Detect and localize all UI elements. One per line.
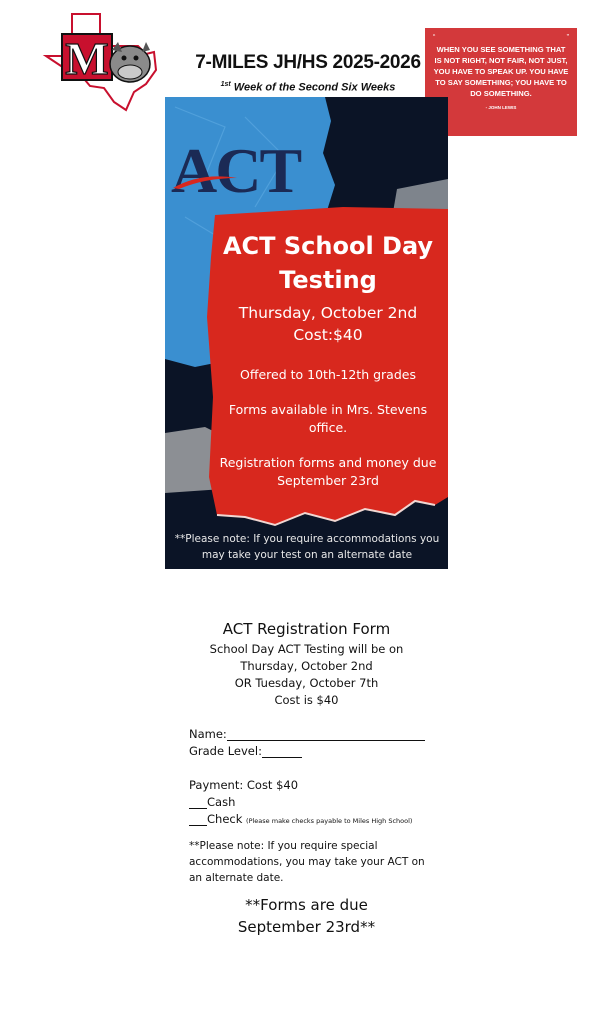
check-option[interactable]: [189, 812, 412, 826]
poster-note: **Please note: If you require accommodations you may take your test on an alternate date: [174, 533, 440, 561]
form-line-3: OR Tuesday, October 7th: [234, 676, 379, 690]
grade-label: Grade Level:: [189, 744, 262, 758]
poster-cost: Cost:$40: [293, 326, 363, 344]
cash-label: Cash: [207, 795, 236, 809]
quote-author: - JOHN LEWIS: [485, 105, 517, 110]
poster-deadline: Registration forms and money due September 23rd: [219, 455, 437, 488]
poster-title: ACT School Day Testing: [222, 232, 434, 294]
name-label: Name:: [189, 727, 227, 741]
poster-date: Thursday, October 2nd: [238, 304, 418, 322]
due-line-1: **Forms are due: [245, 896, 368, 914]
cash-blank[interactable]: [189, 796, 207, 809]
subtitle-ordinal: 1st: [220, 81, 231, 88]
subtitle-text: Week of the Second Six Weeks: [230, 81, 396, 94]
grade-blank[interactable]: [262, 745, 302, 758]
form-note: **Please note: If you require special accommodations, you may take your ACT on an alternate date.: [189, 840, 425, 884]
act-poster: [165, 97, 448, 569]
week-subtitle: [190, 81, 426, 94]
name-blank[interactable]: [227, 728, 425, 741]
check-label: Check: [207, 812, 243, 826]
poster-grades: Offered to 10th-12th grades: [240, 367, 416, 382]
due-line-2: September 23rd**: [237, 918, 376, 936]
poster-forms: Forms available in Mrs. Stevens office.: [228, 402, 428, 435]
act-swoosh-icon: [171, 170, 241, 190]
name-field[interactable]: [189, 727, 425, 741]
grade-field[interactable]: [189, 744, 302, 758]
logo-letter: M: [65, 33, 109, 84]
form-line-4: Cost is $40: [274, 693, 339, 707]
form-line-2: Thursday, October 2nd: [240, 659, 373, 673]
payment-label: Payment: Cost $40: [189, 778, 299, 792]
school-title: 7-MILES JH/HS 2025-2026: [195, 52, 421, 73]
cash-option[interactable]: [189, 795, 235, 809]
quote-marks-icon: “ ”: [433, 34, 569, 41]
form-title: ACT Registration Form: [222, 620, 391, 638]
check-blank[interactable]: [189, 813, 207, 826]
act-brand-logo: ACT: [171, 135, 301, 206]
quote-text: WHEN YOU SEE SOMETHING THAT IS NOT RIGHT, NOT FAIR, NOT JUST, YOU HAVE TO SPEAK UP. YOU HAVE TO SAY SOMETHING; YOU HAVE TO DO SOMETHING.: [433, 45, 569, 98]
check-note: (Please make checks payable to Miles High School): [246, 817, 413, 825]
forms-due: [160, 894, 453, 938]
bulldog-texas-logo: [42, 12, 160, 114]
form-line-1: School Day ACT Testing will be on: [209, 642, 404, 656]
